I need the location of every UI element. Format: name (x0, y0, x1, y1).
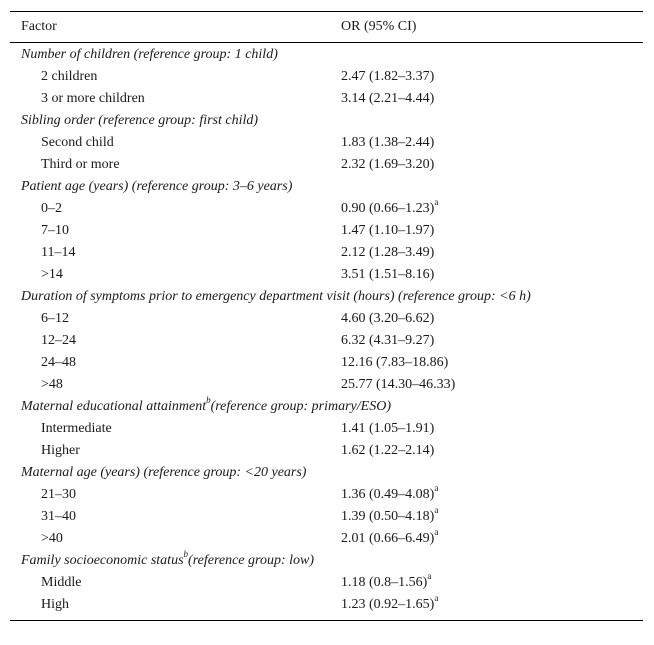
group-label-text: Family socioeconomic status (21, 553, 184, 568)
or-value: 1.18 (0.8–1.56) (341, 575, 428, 590)
table-row (10, 572, 643, 594)
factor-label: >48 (41, 377, 63, 392)
group-header-row (10, 462, 643, 484)
or-value-cell (341, 528, 438, 550)
or-value-cell (341, 132, 434, 154)
or-value: 2.32 (1.69–3.20) (341, 157, 435, 172)
group-label-text: Maternal educational attainment (21, 399, 207, 414)
group-label (21, 176, 292, 198)
group-label (21, 396, 391, 418)
or-value-cell (341, 330, 434, 352)
or-value-cell (341, 88, 434, 110)
factor-label: 24–48 (41, 355, 76, 370)
group-label-text: Maternal age (years) (reference group: <20 years) (21, 465, 307, 480)
group-header-row (10, 396, 643, 418)
group-label (21, 44, 278, 66)
or-value: 1.47 (1.10–1.97) (341, 223, 435, 238)
factor-label: 7–10 (41, 223, 69, 238)
or-value-cell (341, 264, 434, 286)
group-header-row (10, 44, 643, 66)
or-value-cell (341, 418, 434, 440)
table-row (10, 154, 643, 176)
group-label-text: Patient age (years) (reference group: 3–6 years) (21, 179, 293, 194)
footnote-marker: a (434, 527, 439, 538)
factor-label: Third or more (41, 157, 120, 172)
or-value-cell (341, 572, 431, 594)
group-header-row (10, 110, 643, 132)
or-value: 0.90 (0.66–1.23) (341, 201, 435, 216)
or-value: 3.51 (1.51–8.16) (341, 267, 435, 282)
footnote-marker: b (206, 395, 211, 406)
footnote-marker: a (434, 197, 439, 208)
or-value-cell (341, 484, 438, 506)
or-value-cell (341, 352, 448, 374)
factor-label: 2 children (41, 69, 98, 84)
group-label-text: Number of children (reference group: 1 child) (21, 47, 278, 62)
or-value: 1.83 (1.38–2.44) (341, 135, 435, 150)
group-label (21, 550, 314, 572)
table-row (10, 374, 643, 396)
or-value-cell (341, 242, 434, 264)
table-row (10, 330, 643, 352)
group-header-row (10, 550, 643, 572)
group-label-tail: (reference group: primary/ESO) (210, 399, 391, 414)
group-header-row (10, 286, 643, 308)
footnote-marker: a (434, 593, 439, 604)
factor-label: 3 or more children (41, 91, 145, 106)
factor-label: 31–40 (41, 509, 76, 524)
factor-label: >40 (41, 531, 63, 546)
or-value: 2.12 (1.28–3.49) (341, 245, 435, 260)
factor-label: 11–14 (41, 245, 76, 260)
table-row (10, 440, 643, 462)
or-value: 6.32 (4.31–9.27) (341, 333, 435, 348)
group-label-tail: (reference group: low) (188, 553, 314, 568)
factor-label: Higher (41, 443, 80, 458)
or-value-cell (341, 308, 434, 330)
footnote-marker: b (183, 549, 189, 560)
group-label (21, 286, 531, 308)
or-value: 1.41 (1.05–1.91) (341, 421, 435, 436)
table-body (10, 43, 643, 620)
group-label-text: Sibling order (reference group: first child) (21, 113, 259, 128)
table-row (10, 88, 643, 110)
or-value: 12.16 (7.83–18.86) (341, 355, 449, 370)
table-row (10, 264, 643, 286)
table-row (10, 132, 643, 154)
footnote-marker: a (434, 505, 439, 516)
factor-label: 0–2 (41, 201, 62, 216)
or-value-cell (341, 374, 455, 396)
group-label (21, 110, 258, 132)
or-value-cell (341, 440, 434, 462)
or-value: 1.36 (0.49–4.08) (341, 487, 435, 502)
group-label-text: Duration of symptoms prior to emergency department visit (hours) (reference group: <6 h) (21, 289, 531, 304)
or-value: 1.39 (0.50–4.18) (341, 509, 435, 524)
header-factor: Factor (21, 19, 57, 34)
factor-label: >14 (41, 267, 63, 282)
table-row (10, 242, 643, 264)
header-or-ci: OR (95% CI) (341, 19, 417, 34)
or-value-cell (341, 154, 434, 176)
or-value: 2.47 (1.82–3.37) (341, 69, 435, 84)
table-row (10, 484, 643, 506)
table-row (10, 594, 643, 616)
or-value-cell (341, 594, 438, 616)
group-header-row (10, 176, 643, 198)
table-row (10, 418, 643, 440)
table-row (10, 66, 643, 88)
or-value: 1.23 (0.92–1.65) (341, 597, 435, 612)
or-value: 4.60 (3.20–6.62) (341, 311, 435, 326)
table-row (10, 220, 643, 242)
footnote-marker: a (427, 571, 432, 582)
factor-label: 6–12 (41, 311, 69, 326)
factor-label: 21–30 (41, 487, 76, 502)
group-label (21, 462, 306, 484)
factor-label: Intermediate (41, 421, 112, 436)
or-value: 3.14 (2.21–4.44) (341, 91, 435, 106)
footnote-marker: a (434, 483, 439, 494)
or-value: 25.77 (14.30–46.33) (341, 377, 456, 392)
table-bottom-rule (10, 620, 643, 621)
factor-label: 12–24 (41, 333, 76, 348)
table-row (10, 352, 643, 374)
or-value-cell (341, 66, 434, 88)
table-row (10, 528, 643, 550)
table-row (10, 506, 643, 528)
or-value-cell (341, 506, 438, 528)
factor-label: High (41, 597, 69, 612)
or-value-cell (341, 198, 438, 220)
or-value: 1.62 (1.22–2.14) (341, 443, 435, 458)
table-row (10, 308, 643, 330)
table-row (10, 198, 643, 220)
factor-label: Second child (41, 135, 114, 150)
or-value-cell (341, 220, 434, 242)
table-header-row (10, 12, 643, 42)
or-value: 2.01 (0.66–6.49) (341, 531, 435, 546)
odds-ratio-table (10, 11, 643, 621)
factor-label: Middle (41, 575, 82, 590)
